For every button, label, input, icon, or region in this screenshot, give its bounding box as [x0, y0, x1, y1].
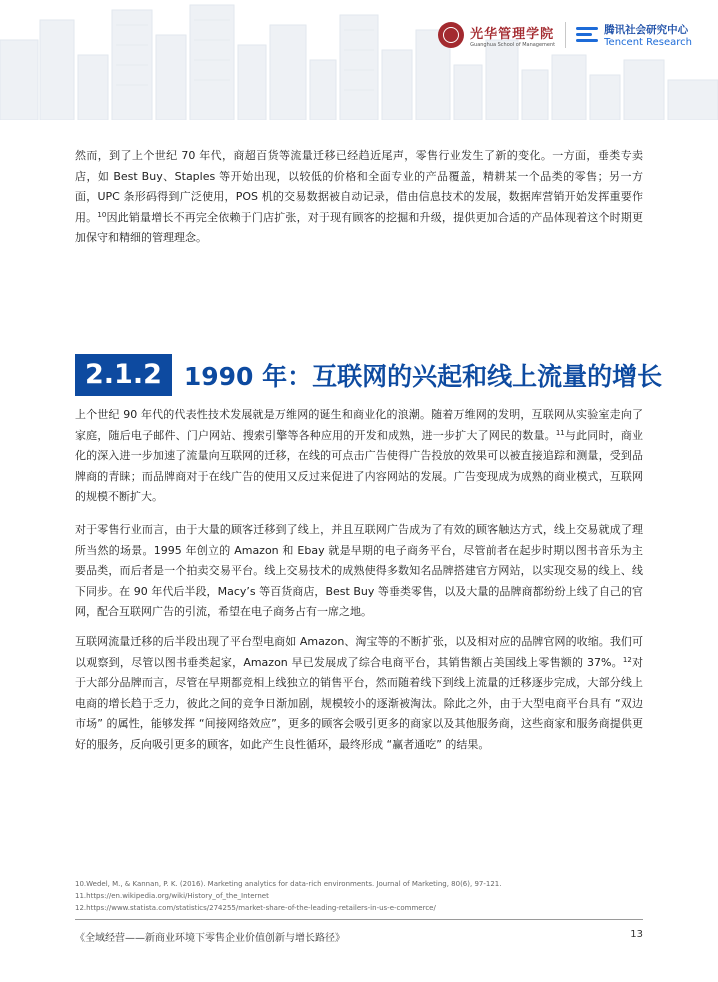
page-number: 13 [630, 929, 643, 940]
section-heading [75, 354, 662, 396]
paragraph-1: 然而，到了上个世纪 70 年代，商超百货等流量迁移已经趋近尾声，零售行业发生了新的变化。一方面，垂类专卖店，如 Best Buy、Staples 等开始出现，以较低的价格和全面专业的产品覆盖，精耕某一个品类的零售；另一方面，UPC 条形码得到广泛使用，POS 机的交易数据被自动记录，借由信息技术的发展，数据库营销开始发挥重要作用。$^{10}$因此销量增长不再完全依赖于门店扩张，对于现有顾客的挖掘和升级，提供更加合适的产品体现着这个时期更加保守和精细的管理理念。 [75, 149, 644, 244]
guanghua-logo-en: Guanghua School of Management [470, 41, 556, 48]
paragraph-2: 上个世纪 90 年代的代表性技术发展就是万维网的诞生和商业化的浪潮。随着万维网的发明，互联网从实验室走向了家庭，随后电子邮件、门户网站、搜索引擎等各种应用的开发和成熟，进一步扩大了网民的数量。$^{11}$与此同时，商业化的深入进一步加速了流量向互联网的迁移，在线的可点击广告使得广告投放的效果可以被直接追踪和测量，受到品牌商的青睐；而品牌商对于在线广告的使用又反过来促进了内容网站的发展。广告变现成为成熟的商业模式，互联网的规模不断扩大。 [75, 408, 644, 503]
footnote-11[interactable]: 11.https://en.wikipedia.org/wiki/History_of_the_Internet [75, 892, 269, 900]
section-title: 1990 年：互联网的兴起和线上流量的增长 [183, 362, 663, 391]
tencent-research-cn: 腾讯社会研究中心 [604, 24, 689, 36]
header-logos [438, 22, 692, 48]
footnote-ref-12[interactable]: 12 [622, 655, 632, 664]
tencent-research-en: Tencent Research [604, 37, 692, 48]
footer-title: 《全域经营——新商业环境下零售企业价值创新与增长路径》 [75, 933, 345, 944]
tencent-research-logo [576, 22, 692, 48]
skyline-background [0, 0, 718, 120]
footnotes [75, 878, 643, 914]
tencent-research-mark-icon [576, 24, 598, 46]
guanghua-logo [438, 22, 555, 48]
logo-divider [565, 22, 566, 48]
footer-divider [75, 919, 643, 920]
guanghua-logo-cn: 光华管理学院 [470, 26, 555, 42]
footnote-10: 10.Wedel, M., & Kannan, P. K. (2016). Marketing analytics for data-rich environments. Journal of Marketing, 80(6), 97-121. [75, 880, 502, 888]
paragraph-4: 互联网流量迁移的后半段出现了平台型电商如 Amazon、淘宝等的不断扩张，以及相对应的品牌官网的收缩。我们可以观察到，尽管以图书垂类起家，Amazon 早已发展成了综合电商平台，其销售额占美国线上零售额的 37%。$^{12}$对于大部分品牌而言，尽管在早期都竞相上线独立的销售平台，然而随着线下到线上流量的迁移逐步完成，大部分线上电商的增长趋于乏力，彼此之间的竞争日渐加剧，规模较小的逐渐被淘汰。除此之外，由于大型电商平台具有 “双边市场” 的属性，能够发挥 “间接网络效应”，更多的顾客会吸引更多的商家以及其他服务商，这些商家和服务商提供更好的服务，反向吸引更多的顾客，如此产生良性循环，最终形成 “赢者通吃” 的结果。 [75, 635, 644, 751]
section-number: 2.1.2 [75, 354, 172, 396]
footnote-ref-10[interactable]: 10 [97, 210, 107, 219]
university-seal-icon [438, 22, 464, 48]
footnote-12[interactable]: 12.https://www.statista.com/statistics/274255/market-share-of-the-leading-retailers-in-us-e-commerce/ [75, 904, 436, 912]
paragraph-3: 对于零售行业而言，由于大量的顾客迁移到了线上，并且互联网广告成为了有效的顾客触达方式，线上交易就成了理所当然的场景。1995 年创立的 Amazon 和 Ebay 就是早期的电子商务平台，尽管前者在起步时期以图书音乐为主要品类，而后者是一个拍卖交易平台。线上交易技术的成熟使得多数知名品牌搭建官方网站，以实现交易的线上、线下同步。在 90 年代后半段，Macy’s 等百货商店，Best Buy 等垂类零售，以及大量的品牌商都纷纷上线了自己的官网，配合互联网广告的引流，希望在电子商务占有一席之地。 [75, 523, 643, 618]
footnote-ref-11[interactable]: 11 [555, 428, 565, 437]
